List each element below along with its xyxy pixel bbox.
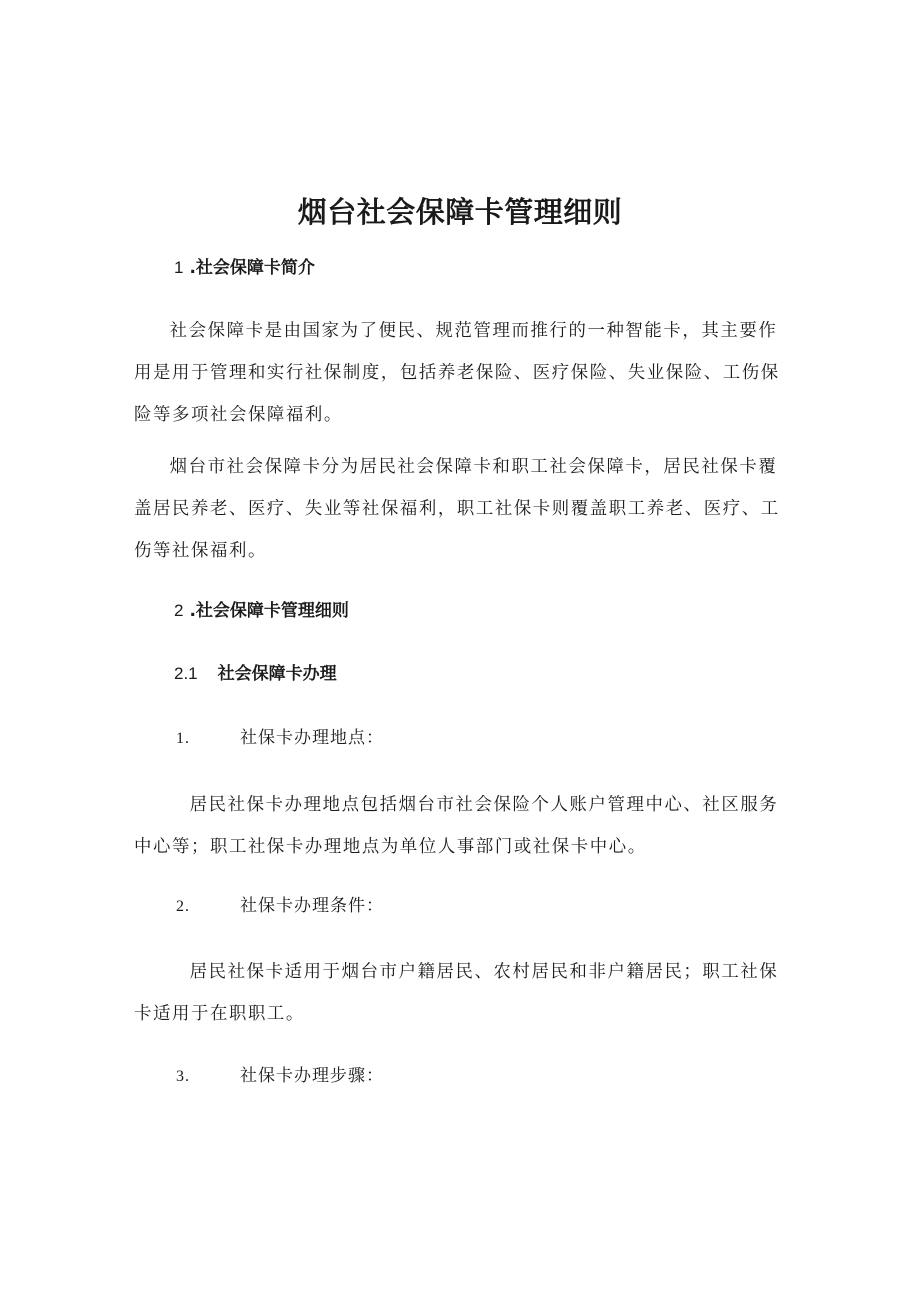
list-item-2-text: 居民社保卡适用于烟台市户籍居民、农村居民和非户籍居民；职工社保卡适用于在职职工。 [134, 962, 779, 1024]
subsection-2-1-title: 社会保障卡办理 [217, 664, 337, 684]
section-1-paragraph-1: 社会保障卡是由国家为了便民、规范管理而推行的一种智能卡，其主要作用是用于管理和实行社保制度，包括养老保险、医疗保险、失业保险、工伤保险等多项社会保障福利。 [134, 321, 780, 425]
section-2-title: .社会保障卡管理细则 [189, 601, 349, 621]
list-item-1 [176, 724, 384, 753]
list-item-2 [176, 892, 384, 921]
section-1-title: .社会保障卡简介 [189, 258, 315, 278]
list-item-2-label: 社保卡办理条件： [240, 896, 384, 916]
section-1-number: 1 [174, 258, 184, 277]
subsection-2-1-heading [174, 660, 337, 688]
list-item-1-number: 1. [176, 730, 190, 747]
list-item-2-number: 2. [176, 898, 190, 915]
list-item-1-label: 社保卡办理地点： [240, 728, 384, 748]
section-2-heading [174, 597, 349, 625]
document-title: 烟台社会保障卡管理细则 [297, 195, 623, 229]
section-2-number: 2 [174, 601, 184, 620]
list-item-3-label: 社保卡办理步骤： [240, 1066, 384, 1086]
list-item-1-text: 居民社保卡办理地点包括烟台市社会保险个人账户管理中心、社区服务中心等；职工社保卡办理地点为单位人事部门或社保卡中心。 [134, 795, 779, 857]
section-1-paragraph-2: 烟台市社会保障卡分为居民社会保障卡和职工社会保障卡，居民社保卡覆盖居民养老、医疗、失业等社保福利，职工社保卡则覆盖职工养老、医疗、工伤等社保福利。 [134, 457, 780, 561]
subsection-2-1-number: 2.1 [174, 664, 198, 683]
list-item-3 [176, 1062, 384, 1091]
list-item-3-number: 3. [176, 1068, 190, 1085]
section-1-heading [174, 254, 315, 282]
